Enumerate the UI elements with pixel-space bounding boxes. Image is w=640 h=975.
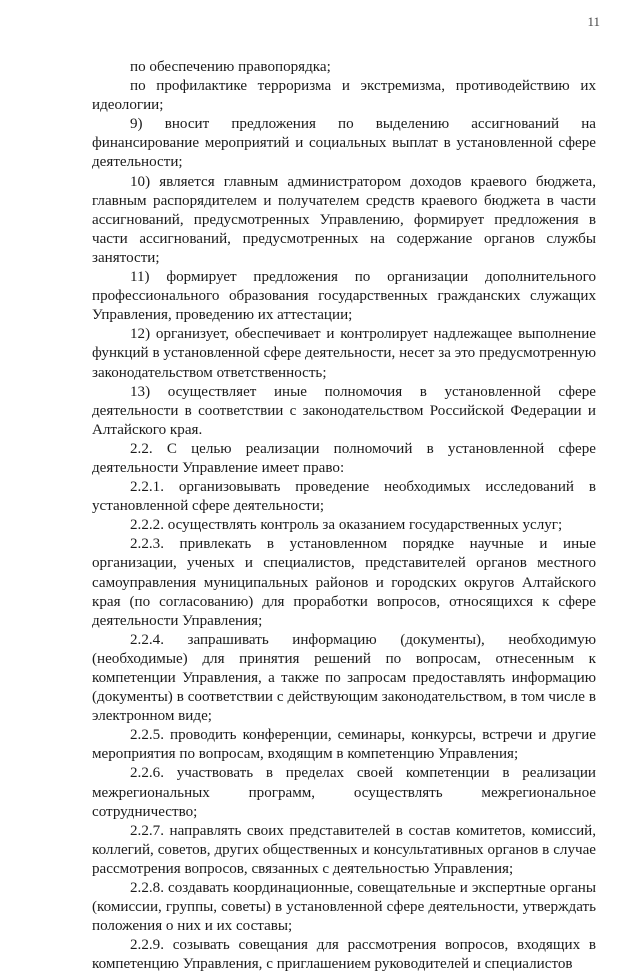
paragraph: 2.2.8. создавать координационные, совещательные и экспертные органы (комиссии, группы, советы) в установленной сфере деятельности, утверждать положения о них и их составы; (92, 880, 596, 935)
paragraph: 2.2. С целью реализации полномочий в установленной сфере деятельности Управление имеет право: (92, 440, 596, 476)
paragraph: 2.2.5. проводить конференции, семинары, конкурсы, встречи и другие мероприятия по вопросам, входящим в компетенцию Управления; (92, 727, 596, 763)
document-body (92, 58, 596, 975)
paragraph: 9) вносит предложения по выделению ассигнований на финансирование мероприятий и социальных выплат в установленной сфере деятельности; (92, 116, 596, 171)
paragraph: 2.2.3. привлекать в установленном порядке научные и иные организации, ученых и специалистов, представителей органов местного самоуправления муниципальных районов и городских округов Алтайского края (по согласованию) для проработки вопросов, относящихся к сфере деятельности Управления; (92, 536, 596, 629)
paragraph: 2.2.1. организовывать проведение необходимых исследований в установленной сфере деятельности; (92, 479, 596, 515)
paragraph: 2.2.2. осуществлять контроль за оказанием государственных услуг; (130, 517, 563, 534)
paragraph: 2.2.9. созывать совещания для рассмотрения вопросов, входящих в компетенцию Управления, с приглашением руководителей и специалистов (92, 937, 596, 973)
paragraph: 2.2.4. запрашивать информацию (документы), необходимую (необходимые) для принятия решений по вопросам, отнесенным к компетенции Управления, а также по запросам предоставлять информацию (документы) в соответствии с действующим законодательством, в том числе в электронном виде; (92, 631, 596, 725)
paragraph: 2.2.6. участвовать в пределах своей компетенции в реализации межрегиональных программ, осуществлять межрегиональное сотрудничество; (92, 765, 596, 820)
paragraph: 2.2.7. направлять своих представителей в состав комитетов, комиссий, коллегий, советов, других общественных и консультативных органов в случае рассмотрения вопросов, связанных с деятельностью Управления; (92, 822, 596, 877)
paragraph: по обеспечению правопорядка; (130, 59, 331, 75)
paragraph: 13) осуществляет иные полномочия в установленной сфере деятельности в соответствии с законодательством Российской Федерации и Алтайского края. (92, 383, 596, 438)
paragraph: по профилактике терроризма и экстремизма, противодействию их идеологии; (92, 78, 596, 114)
page-number: 11 (587, 14, 600, 29)
paragraph: 11) формирует предложения по организации дополнительного профессионального образования государственных гражданских служащих Управления, проведению их аттестации; (92, 269, 596, 324)
paragraph: 12) организует, обеспечивает и контролирует надлежащее выполнение функций в установленной сфере деятельности, несет за это предусмотренную законодательством ответственность; (92, 326, 596, 381)
paragraph: 10) является главным администратором доходов краевого бюджета, главным распорядителем и получателем средств краевого бюджета в части ассигнований, предусмотренных Управлению, формирует предложения в части ассигнований, предусмотренных на содержание органов службы занятости; (92, 173, 596, 266)
